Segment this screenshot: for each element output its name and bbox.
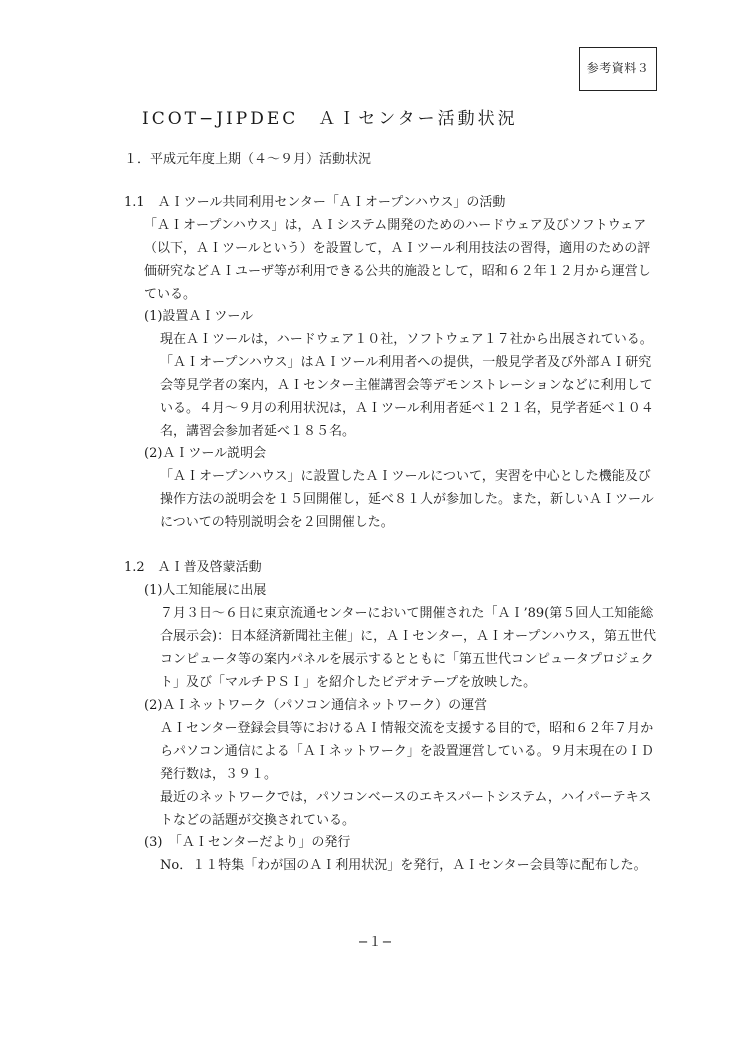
paragraph-line: No．１１特集「わが国のＡＩ利用状況」を発行，ＡＩセンター会員等に配布した。 (160, 858, 647, 873)
paragraph-line: 操作方法の説明会を１５回開催し，延べ８１人が参加した。また，新しいＡＩツール (160, 492, 654, 507)
paragraph-line: （以下，ＡＩツールという）を設置して，ＡＩツール利用技法の習得，適用のための評 (144, 241, 651, 256)
paragraph-line: 合展示会)：日本経済新聞社主催」に，ＡＩセンター，ＡＩオープンハウス，第五世代 (160, 629, 656, 644)
paragraph-line: ７月３日～６日に東京流通センターにおいて開催された「ＡＩ’89(第５回人工知能総 (160, 606, 654, 621)
page-number: −１− (357, 935, 393, 950)
paragraph-line: 「ＡＩオープンハウス」はＡＩツール利用者への提供，一般見学者及び外部ＡＩ研究 (160, 355, 652, 370)
reference-label: 参考資料３ (579, 47, 657, 91)
paragraph-line: 「ＡＩオープンハウス」に設置したＡＩツールについて，実習を中心とした機能及び (160, 469, 651, 484)
section-1-heading: １．平成元年度上期（４～９月）活動状況 (124, 152, 372, 167)
paragraph-line: 「ＡＩオープンハウス」は，ＡＩシステム開発のためのハードウェア及びソフトウェア (144, 218, 647, 233)
subsection-heading: (2)ＡＩネットワーク（パソコン通信ネットワーク）の運営 (144, 698, 488, 713)
paragraph-line: 最近のネットワークでは，パソコンベースのエキスパートシステム，ハイパーテキス (160, 790, 652, 805)
subsection-heading: (1)人工知能展に出展 (144, 583, 267, 598)
paragraph-line: ト」及び「マルチＰＳＩ」を紹介したビデオテープを放映した。 (160, 675, 537, 690)
subsection-heading: (1)設置ＡＩツール (144, 309, 254, 324)
document-title: ICOT−JIPDEC ＡＩセンター活動状況 (142, 109, 518, 129)
paragraph-line: トなどの話題が交換されている。 (160, 813, 356, 828)
subsection-heading: (2)ＡＩツール説明会 (144, 446, 267, 461)
paragraph-line: 発行数は，３９１。 (160, 767, 278, 782)
subsection-heading: (3) 「ＡＩセンターだより」の発行 (144, 835, 351, 850)
paragraph-line: 会等見学者の案内，ＡＩセンター主催講習会等デモンストレーションなどに利用して (160, 378, 653, 393)
paragraph-line: 価研究などＡＩユーザ等が利用できる公共的施設として，昭和６２年１２月から運営し (144, 264, 651, 279)
paragraph-line: らパソコン通信による「ＡＩネットワーク」を設置運営している。９月末現在のＩＤ (160, 744, 654, 759)
paragraph-line: 名，講習会参加者延べ１８５名。 (160, 424, 356, 439)
paragraph-line: ている。 (144, 287, 197, 302)
paragraph-line: についての特別説明会を２回開催した。 (160, 515, 394, 530)
paragraph-line: いる。４月～９月の利用状況は，ＡＩツール利用者延べ１２１名，見学者延べ１０４ (160, 401, 654, 416)
paragraph-line: コンピュータ等の案内パネルを展示するとともに「第五世代コンピュータプロジェク (160, 652, 654, 667)
section-1-1-heading: 1.1 ＡＩツール共同利用センター「ＡＩオープンハウス」の活動 (124, 195, 506, 210)
paragraph-line: ＡＩセンター登録会員等におけるＡＩ情報交流を支援する目的で，昭和６２年７月か (160, 721, 654, 736)
paragraph-line: 現在ＡＩツールは，ハードウェア１０社，ソフトウェア１７社から出展されている。 (160, 332, 653, 347)
section-1-2-heading: 1.2 ＡＩ普及啓蒙活動 (124, 560, 262, 575)
